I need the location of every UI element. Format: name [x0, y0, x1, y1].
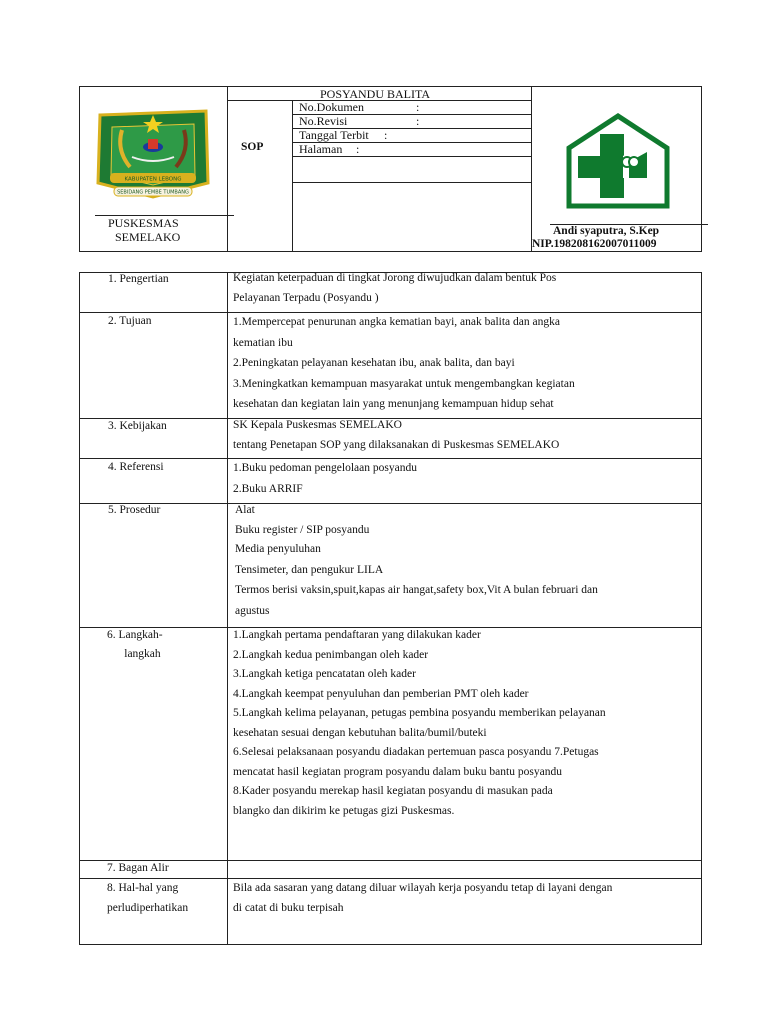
row-label-bagan-alir	[107, 859, 169, 878]
field-tanggal-terbit-label: Tanggal Terbit	[299, 128, 369, 142]
field-no-revisi-label: No.Revisi	[299, 114, 348, 128]
signer-nip: NIP.198208162007011009	[532, 238, 657, 250]
row-body-line: agustus	[235, 604, 270, 617]
row-body-line: tentang Penetapan SOP yang dilaksanakan di Puskesmas SEMELAKO	[233, 438, 560, 451]
row-label-text: 3. Kebijakan	[108, 420, 167, 432]
row-body-line: 4.Langkah keempat penyuluhan dan pemberian PMT oleh kader	[233, 687, 529, 700]
row-label-text: 4. Referensi	[108, 461, 164, 473]
row-body-line: 2.Langkah kedua penimbangan oleh kader	[233, 648, 429, 661]
row-body-line: 3.Meningkatkan kemampuan masyarakat untuk mengembangkan kegiatan	[233, 377, 575, 390]
row-body-line: Tensimeter, dan pengukur LILA	[235, 563, 384, 576]
org-name-line1: PUSKESMAS	[108, 216, 179, 230]
row-body-pengertian	[233, 269, 556, 308]
row-body-line: SK Kepala Puskesmas SEMELAKO	[233, 419, 402, 431]
field-halaman-label: Halaman	[299, 142, 343, 156]
row-label-hal-hal	[107, 878, 188, 918]
row-body-line: 5.Langkah kelima pelayanan, petugas pembina posyandu memberikan pelayanan	[233, 707, 606, 719]
row-label-text: 2. Tujuan	[108, 315, 152, 327]
row-label-text: 8. Hal-hal yang	[107, 882, 179, 894]
row-body-line: 1.Buku pedoman pengelolaan posyandu	[233, 462, 417, 474]
row-label-text: 6. Langkah-	[107, 629, 163, 641]
row-body-line: 8.Kader posyandu merekap hasil kegiatan posyandu di masukan pada	[233, 785, 553, 797]
left-logo-bottom-text: SEBIDANG PEMBE TUMBANG	[117, 189, 189, 196]
row-label-prosedur	[108, 501, 160, 520]
row-body-referensi	[233, 458, 417, 500]
row-body-line: Termos berisi vaksin,spuit,kapas air hangat,safety box,Vit A bulan februari dan	[235, 584, 598, 596]
row-body-tujuan	[233, 312, 575, 415]
left-logo-top-text: KABUPATEN LEBONG	[124, 176, 182, 183]
row-body-line: Buku register / SIP posyandu	[235, 523, 370, 536]
signer-name: Andi syaputra, S.Kep	[553, 225, 660, 237]
row-body-langkah	[233, 626, 606, 821]
row-body-prosedur	[235, 501, 598, 621]
document-title: POSYANDU BALITA	[320, 87, 431, 101]
row-body-kebijakan	[233, 416, 559, 455]
row-body-line: 1.Mempercepat penurunan angka kematian bayi, anak balita dan angka	[233, 316, 560, 328]
row-body-line: Media penyuluhan	[235, 543, 321, 555]
field-no-dokumen-sep: :	[416, 100, 420, 114]
row-body-line: di catat di buku terpisah	[233, 902, 344, 914]
row-body-hal-hal	[233, 878, 612, 918]
row-label-text: 1. Pengertian	[108, 273, 169, 285]
row-body-line: Kegiatan keterpaduan di tingkat Jorong diwujudkan dalam bentuk Pos	[233, 272, 557, 284]
field-no-dokumen-label: No.Dokumen	[299, 100, 364, 114]
row-body-line: 3.Langkah ketiga pencatatan oleh kader	[233, 668, 416, 680]
row-body-line: Pelayanan Terpadu (Posyandu )	[233, 291, 379, 304]
row-body-line: Alat	[235, 504, 255, 516]
row-label-text: 7. Bagan Alir	[107, 862, 169, 874]
row-body-line: 2.Buku ARRIF	[233, 483, 303, 495]
kabupaten-lebong-emblem-icon	[92, 105, 214, 199]
row-body-line: kematian ibu	[233, 336, 293, 349]
row-body-line: blangko dan dikirim ke petugas gizi Puskesmas.	[233, 804, 455, 817]
row-label-langkah	[107, 626, 163, 664]
row-body-line: Bila ada sasaran yang datang diluar wilayah kerja posyandu tetap di layani dengan	[233, 882, 613, 894]
row-body-line: mencatat hasil kegiatan program posyandu dalam buku bantu posyandu	[233, 765, 562, 778]
puskesmas-logo-icon	[563, 112, 673, 210]
field-tanggal-terbit-sep: :	[384, 128, 388, 142]
sop-label: SOP	[241, 141, 264, 153]
field-halaman-sep: :	[356, 142, 360, 156]
row-label-tujuan	[108, 312, 151, 331]
org-name-line2: SEMELAKO	[115, 230, 181, 244]
row-label-referensi	[108, 458, 164, 477]
row-body-line: 1.Langkah pertama pendaftaran yang dilakukan kader	[233, 629, 481, 641]
row-label-pengertian	[108, 270, 169, 289]
field-no-revisi-sep: :	[416, 114, 420, 128]
row-body-line: 2.Peningkatan pelayanan kesehatan ibu, anak balita, dan bayi	[233, 357, 515, 369]
row-label-text: 5. Prosedur	[108, 504, 161, 516]
row-label-text: perludiperhatikan	[107, 902, 189, 914]
row-body-line: kesehatan dan kegiatan lain yang menunjang kemampuan hidup sehat	[233, 398, 554, 410]
row-label-text: langkah	[107, 648, 161, 660]
row-body-line: kesehatan sesuai dengan kebutuhan balita/bumil/buteki	[233, 726, 487, 739]
row-label-kebijakan	[108, 417, 167, 436]
row-body-line: 6.Selesai pelaksanaan posyandu diadakan pertemuan pasca posyandu 7.Petugas	[233, 746, 599, 758]
